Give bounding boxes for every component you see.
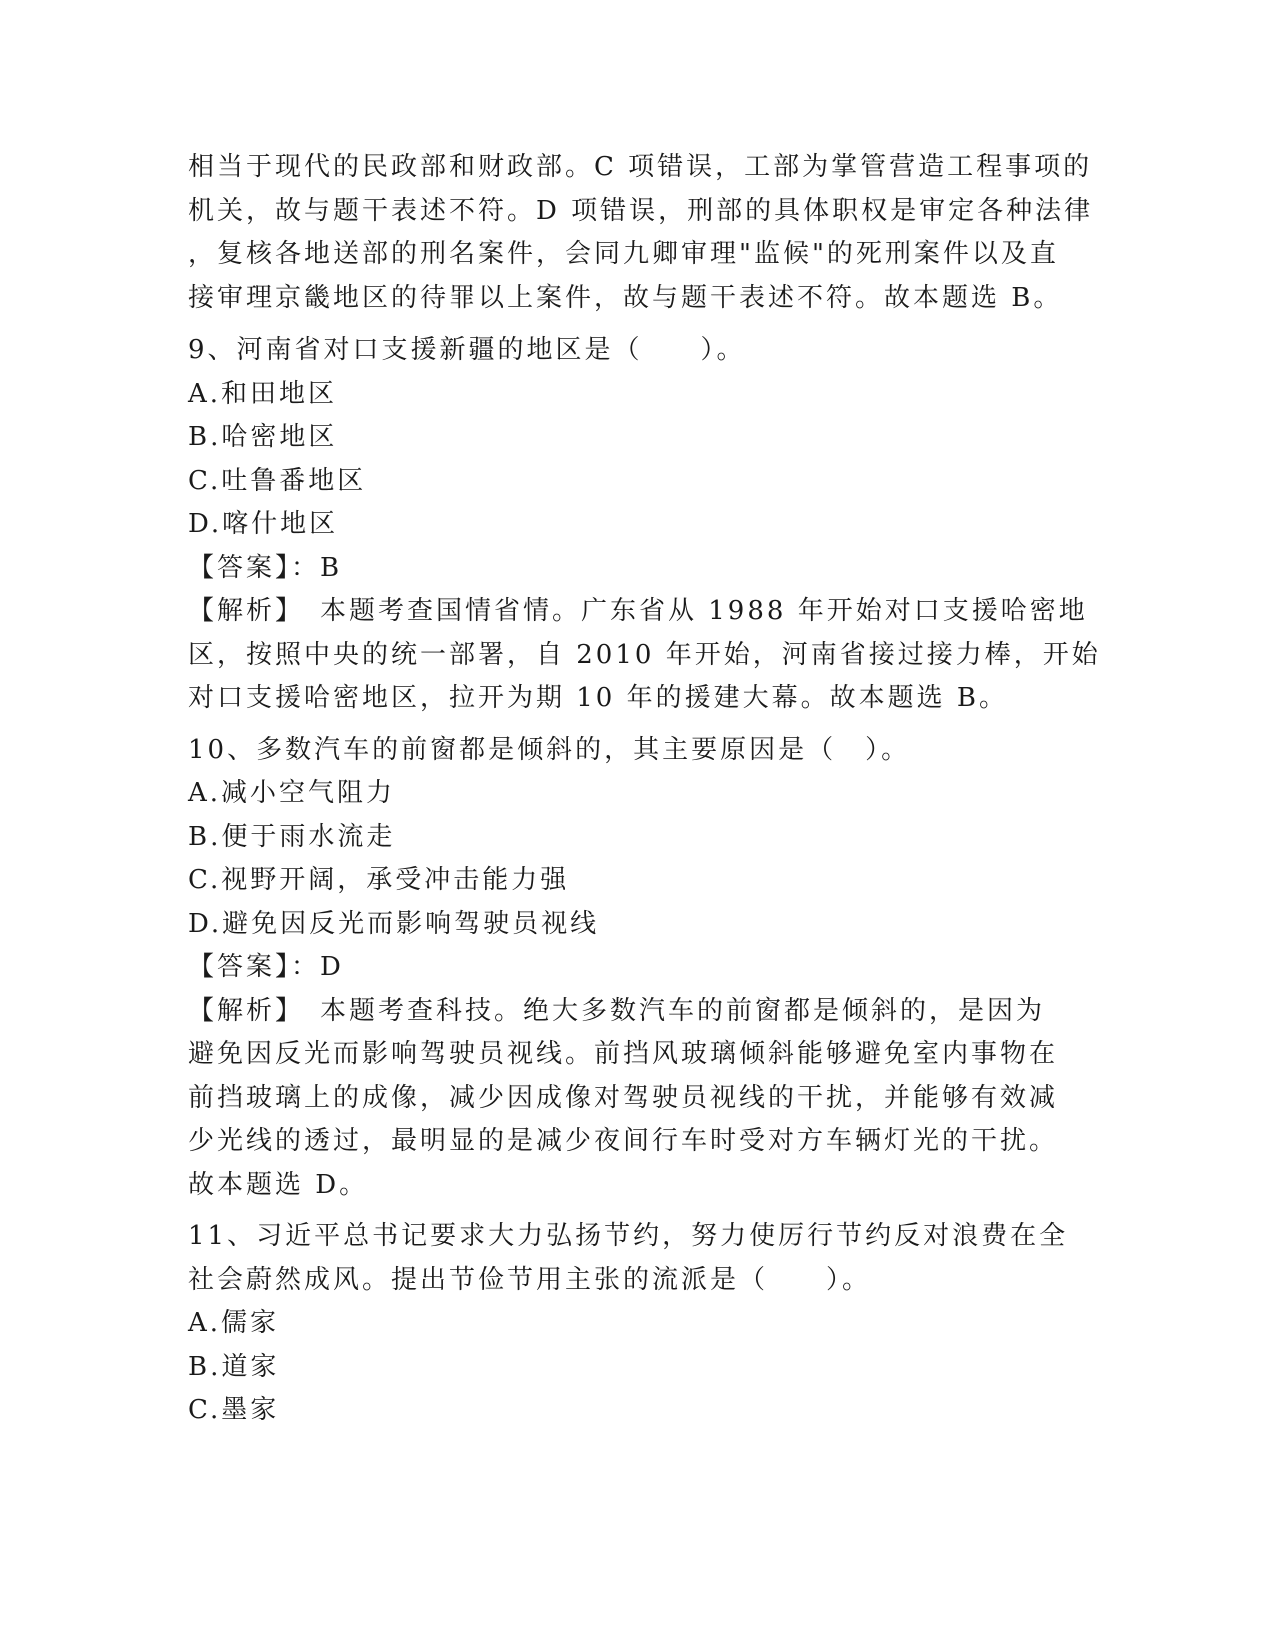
- option-b: B.道家: [188, 1351, 280, 1382]
- document-page: [188, 146, 1101, 1433]
- analysis-line: 故本题选 D。: [188, 1169, 369, 1200]
- question-11: [188, 1215, 1088, 1433]
- question-stem: 9、河南省对口支援新疆的地区是（ ）。: [188, 335, 746, 365]
- answer-line: 【答案】：D: [188, 952, 344, 982]
- analysis-line: 【解析】 本题考查科技。绝大多数汽车的前窗都是倾斜的，是因为: [188, 995, 1046, 1026]
- option-c: C.墨家: [188, 1395, 280, 1425]
- option-b: B.哈密地区: [188, 422, 338, 452]
- analysis-line: 前挡玻璃上的成像，减少因成像对驾驶员视线的干扰，并能够有效减: [188, 1082, 1059, 1113]
- analysis-line: 区，按照中央的统一部署，自 2010 年开始，河南省接过接力棒，开始: [188, 639, 1101, 670]
- option-c: C.视野开阔，承受冲击能力强: [188, 865, 570, 895]
- option-b: B.便于雨水流走: [188, 821, 396, 852]
- answer-line: 【答案】：B: [188, 552, 343, 583]
- option-a: A.和田地区: [188, 378, 338, 409]
- text-line: ，复核各地送部的刑名案件，会同九卿审理"监候"的死刑案件以及直: [188, 239, 1059, 269]
- question-9: [188, 329, 1101, 721]
- prev-explanation: [188, 146, 1094, 320]
- analysis-line: 少光线的透过，最明显的是减少夜间行车时受对方车辆灯光的干扰。: [188, 1126, 1059, 1156]
- analysis-line: 【解析】 本题考查国情省情。广东省从 1988 年开始对口支援哈密地: [188, 596, 1088, 626]
- question-stem: 社会蔚然成风。提出节俭节用主张的流派是（ ）。: [188, 1264, 872, 1295]
- analysis-line: 避免因反光而影响驾驶员视线。前挡风玻璃倾斜能够避免室内事物在: [188, 1039, 1059, 1069]
- text-line: 相当于现代的民政部和财政部。C 项错误，工部为掌管营造工程事项的: [188, 152, 1093, 182]
- analysis-line: 对口支援哈密地区，拉开为期 10 年的援建大幕。故本题选 B。: [188, 683, 1008, 713]
- question-stem: 11、习近平总书记要求大力弘扬节约，努力使厉行节约反对浪费在全: [188, 1221, 1069, 1251]
- option-d: D.避免因反光而影响驾驶员视线: [188, 908, 600, 939]
- text-line: 机关，故与题干表述不符。D 项错误，刑部的具体职权是审定各种法律: [188, 195, 1094, 226]
- question-10: [188, 729, 1088, 1208]
- text-line: 接审理京畿地区的待罪以上案件，故与题干表述不符。故本题选 B。: [188, 282, 1063, 313]
- option-a: A.儒家: [188, 1308, 280, 1338]
- option-d: D.喀什地区: [188, 509, 339, 539]
- option-c: C.吐鲁番地区: [188, 465, 367, 496]
- option-a: A.减小空气阻力: [188, 778, 396, 808]
- question-stem: 10、多数汽车的前窗都是倾斜的，其主要原因是（ ）。: [188, 734, 911, 765]
